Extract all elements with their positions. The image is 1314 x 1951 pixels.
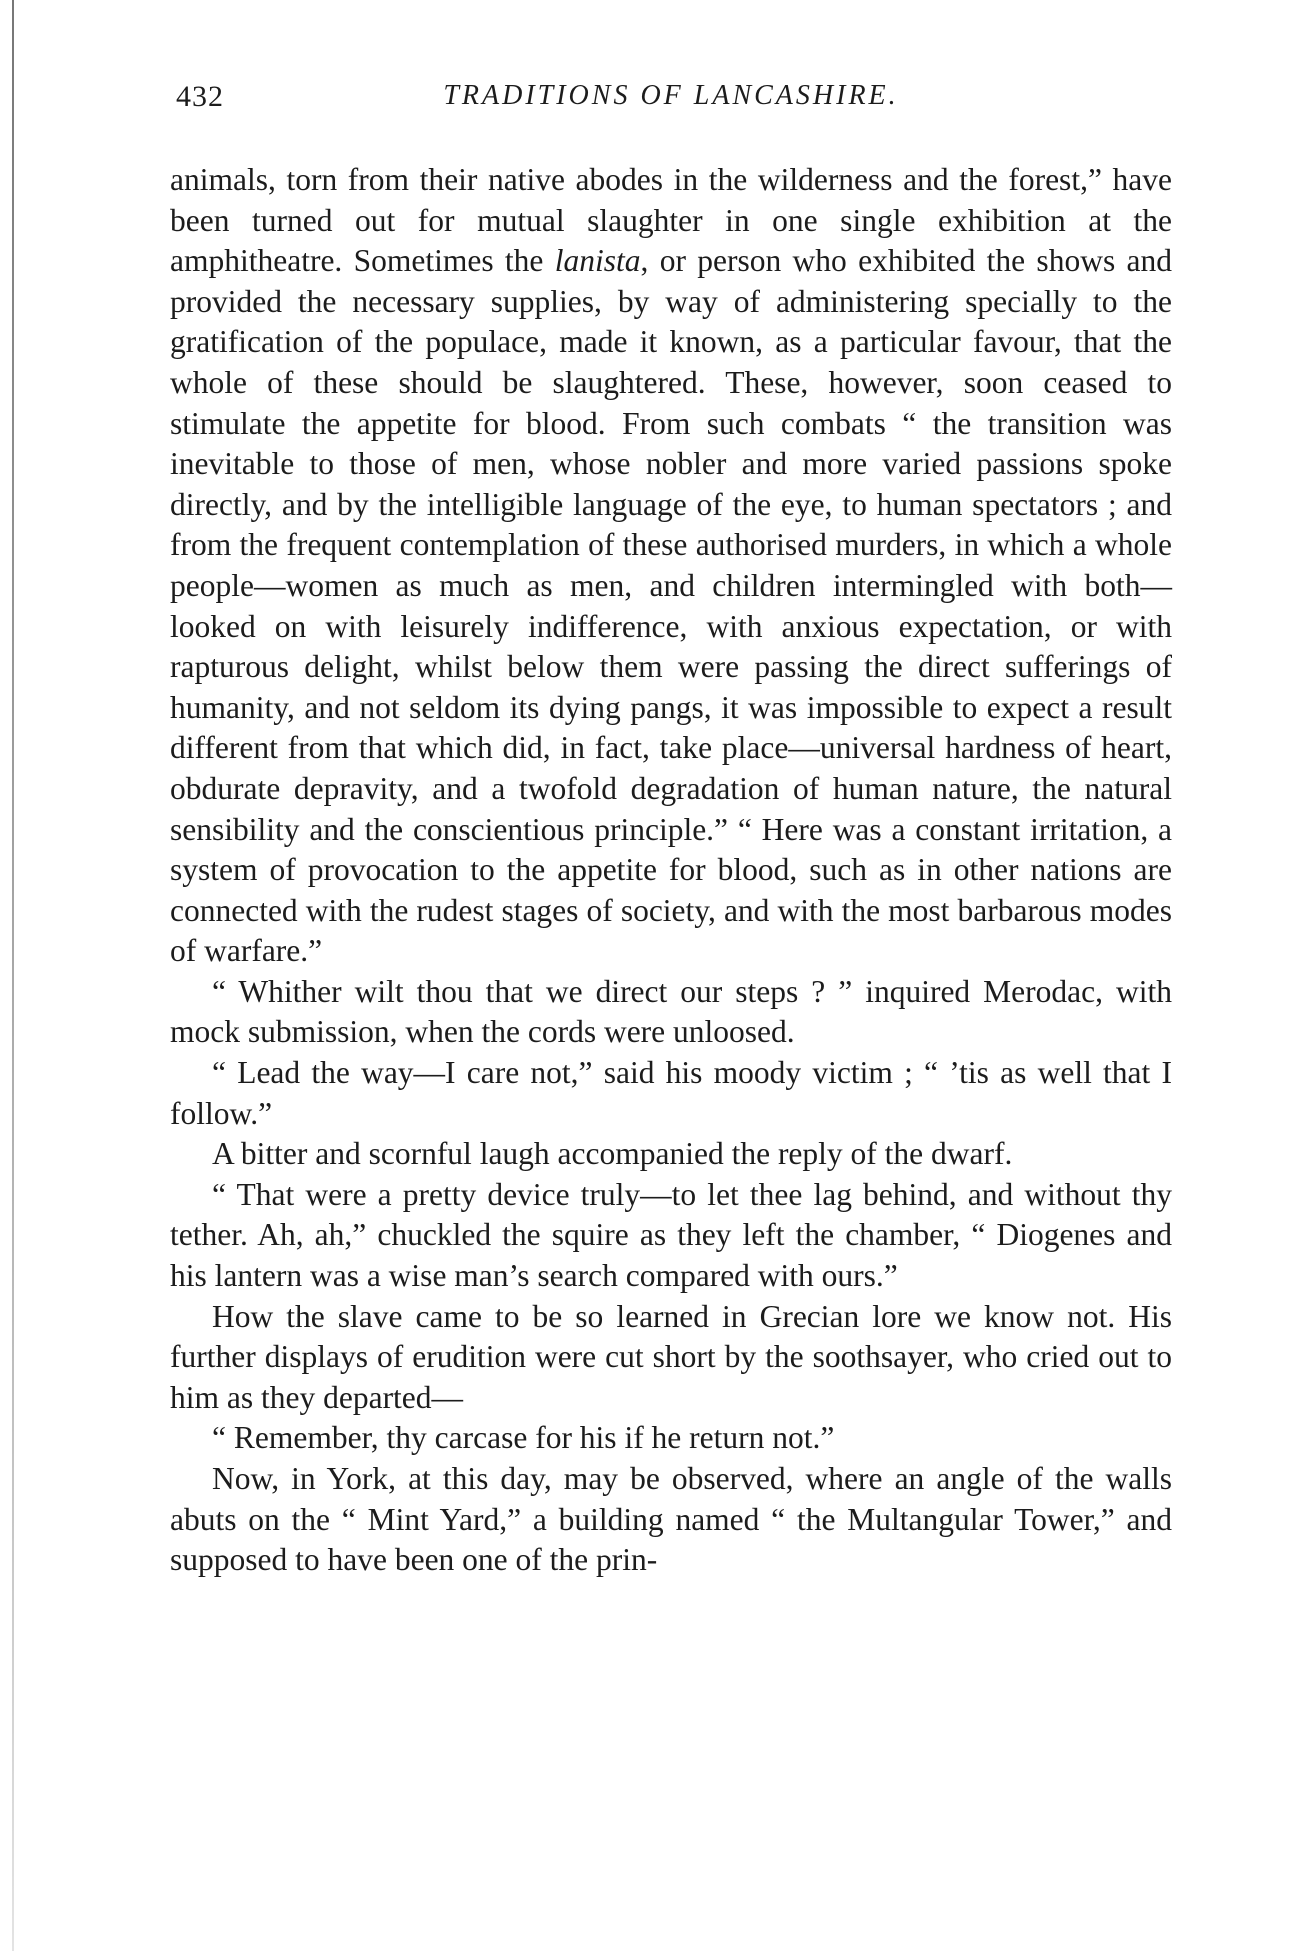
running-head [170,80,1172,124]
body-text [170,160,1172,1581]
paragraph: “ That were a pretty device truly—to let thee lag behind, and without thy tether. Ah, ah,” chuckled the squire as they left the chamber, “ Diogenes and his lantern was a wise man’s search compared with ours.” [170,1176,1172,1294]
paragraph: “ Remember, thy carcase for his if he return not.” [212,1420,835,1456]
paragraph: How the slave came to be so learned in Grecian lore we know not. His further displays of erudition were cut short by the soothsayer, who cried out to him as they departed— [170,1298,1172,1415]
paragraph: Now, in York, at this day, may be observed, where an angle of the walls abuts on the “ Mint Yard,” a building named “ the Multangular Tower,” and supposed to have been one of the prin- [170,1461,1172,1578]
book-page [170,80,1172,1581]
paragraph: “ Lead the way—I care not,” said his moody victim ; “ ’tis as well that I follow.” [170,1055,1172,1131]
paragraph: “ Whither wilt thou that we direct our steps ? ” inquired Merodac, with mock submission, when the cords were unloosed. [170,973,1172,1050]
running-title: TRADITIONS OF LANCASHIRE. [443,80,899,111]
page-number: 432 [176,80,224,113]
paragraph-continued: animals, torn from their native abodes in the wilderness and the forest,” have been turned out for mutual slaughter in one single exhibition at the amphitheatre. Sometimes the lanista, or person who exhibited the shows and provided the necessary supplies, by way of administering specially to the gratification of the populace, made it known, as a particular favour, that the whole of these should be slaughtered. These, however, soon ceased to stimulate the appetite for blood. From such combats “ the transition was inevitable to those of men, whose nobler and more varied passions spoke directly, and by the intelligible language of the eye, to human spectators ; and from the frequent contemplation of these authorised murders, in which a whole people—women as much as men, and children intermingled with both—looked on with leisurely indifference, with anxious expectation, or with rapturous delight, whilst below them were passing the direct sufferings of humanity, and not seldom its dying pangs, it was impossible to expect a result different from that which did, in fact, take place—universal hardness of heart, obdurate depravity, and a twofold degradation of human nature, the natural sensibility and the conscientious principle.” “ Here was a constant irritation, a system of provocation to the appetite for blood, such as in other nations are connected with the rudest stages of society, and with the most barbarous modes of warfare.” [170,162,1172,969]
italic-term: lanista [554,243,641,279]
paragraph: A bitter and scornful laugh accompanied the reply of the dwarf. [212,1136,1013,1172]
binding-edge-line [12,0,14,1951]
